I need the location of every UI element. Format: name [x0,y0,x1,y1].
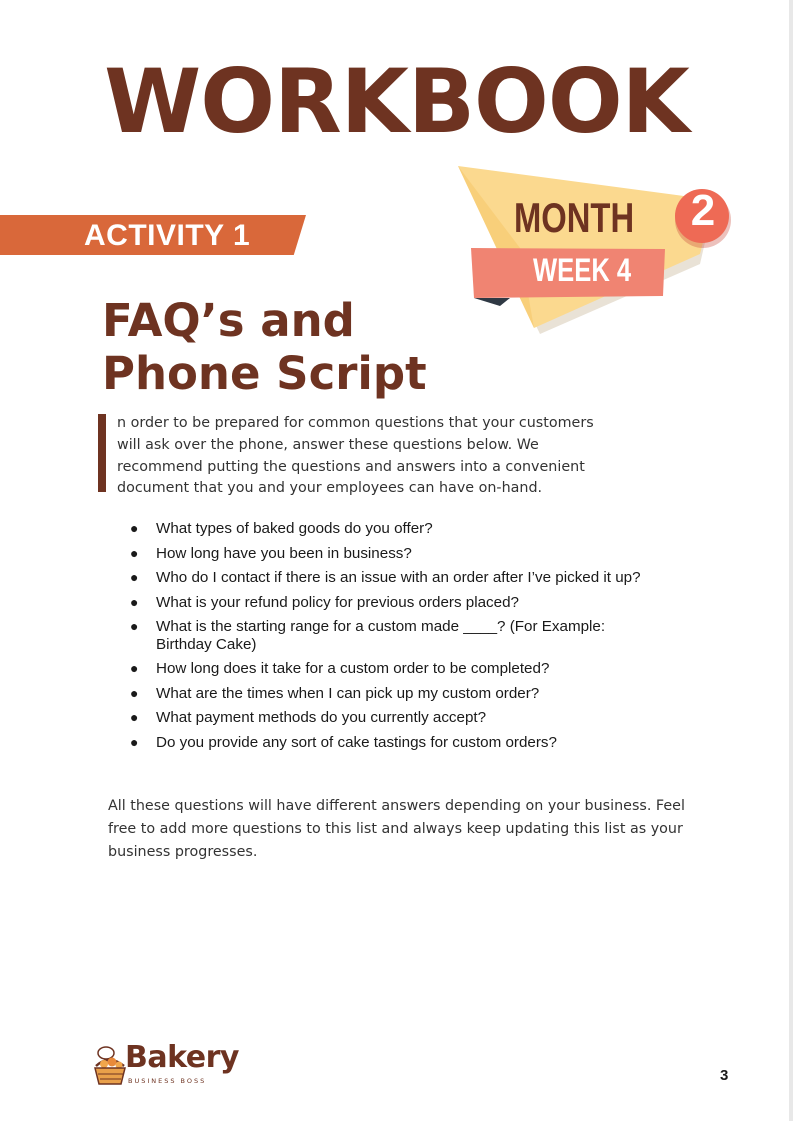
week-label: WEEK 4 [533,252,632,288]
closing-line: business progresses. [108,844,258,860]
bullet-icon: ● [130,618,139,634]
question-text: What payment methods do you currently accept? [156,709,487,726]
bullet-icon: ● [130,660,139,676]
section-heading-line-1: FAQ’s and [102,294,355,347]
bullet-icon: ● [130,593,139,610]
bullet-icon: ● [130,709,139,725]
question-text: Who do I contact if there is an issue with an order after I’ve picked it up? [156,569,641,586]
question-text: How long have you been in business? [156,544,412,562]
intro-line: document that you and your employees can have on-hand. [117,480,543,497]
question-list [130,520,700,758]
section-heading-line-2: Phone Script [102,347,427,400]
page-number: 3 [720,1067,729,1084]
page-title: WORKBOOK [104,50,689,153]
question-text: What is your refund policy for previous orders placed? [156,593,519,611]
intro-paragraph [117,413,607,500]
question-item [130,685,700,703]
closing-line: free to add more questions to this list and always keep updating this list as your [108,821,683,837]
bullet-icon: ● [130,520,139,536]
question-text: What types of baked goods do you offer? [156,520,433,537]
week-ribbon-fold [474,298,510,306]
intro-line: n order to be prepared for common questions that your customers [117,415,594,431]
question-item [130,520,700,538]
question-item [130,709,700,727]
bullet-icon: ● [130,544,139,561]
question-item [130,660,700,678]
bullet-icon: ● [130,569,139,585]
question-item [130,594,700,612]
logo-wordmark: Bakery [125,1040,239,1075]
closing-line: All these questions will have different answers depending on your business. Feel [108,798,685,814]
question-text: What are the times when I can pick up my custom order? [156,684,540,702]
activity-label: ACTIVITY 1 [84,219,251,252]
section-heading [102,294,427,400]
intro-line: recommend putting the questions and answers into a convenient [117,458,585,475]
question-text: How long does it take for a custom order to be completed? [156,660,550,677]
question-item [130,545,700,563]
question-text: Do you provide any sort of cake tastings for custom orders? [156,733,557,751]
intro-accent-bar [98,414,106,492]
closing-paragraph [108,795,708,864]
question-text: What is the starting range for a custom made ____? (For Example: Birthday Cake) [156,618,606,653]
question-item [130,618,636,653]
bullet-icon: ● [130,733,139,750]
question-item [130,734,700,752]
intro-line: will ask over the phone, answer these questions below. We [117,436,539,453]
question-item [130,569,700,587]
logo-tagline: BUSINESS BOSS [128,1077,207,1085]
month-label: MONTH [514,194,635,241]
bullet-icon: ● [130,684,139,701]
month-number: 2 [690,186,716,235]
